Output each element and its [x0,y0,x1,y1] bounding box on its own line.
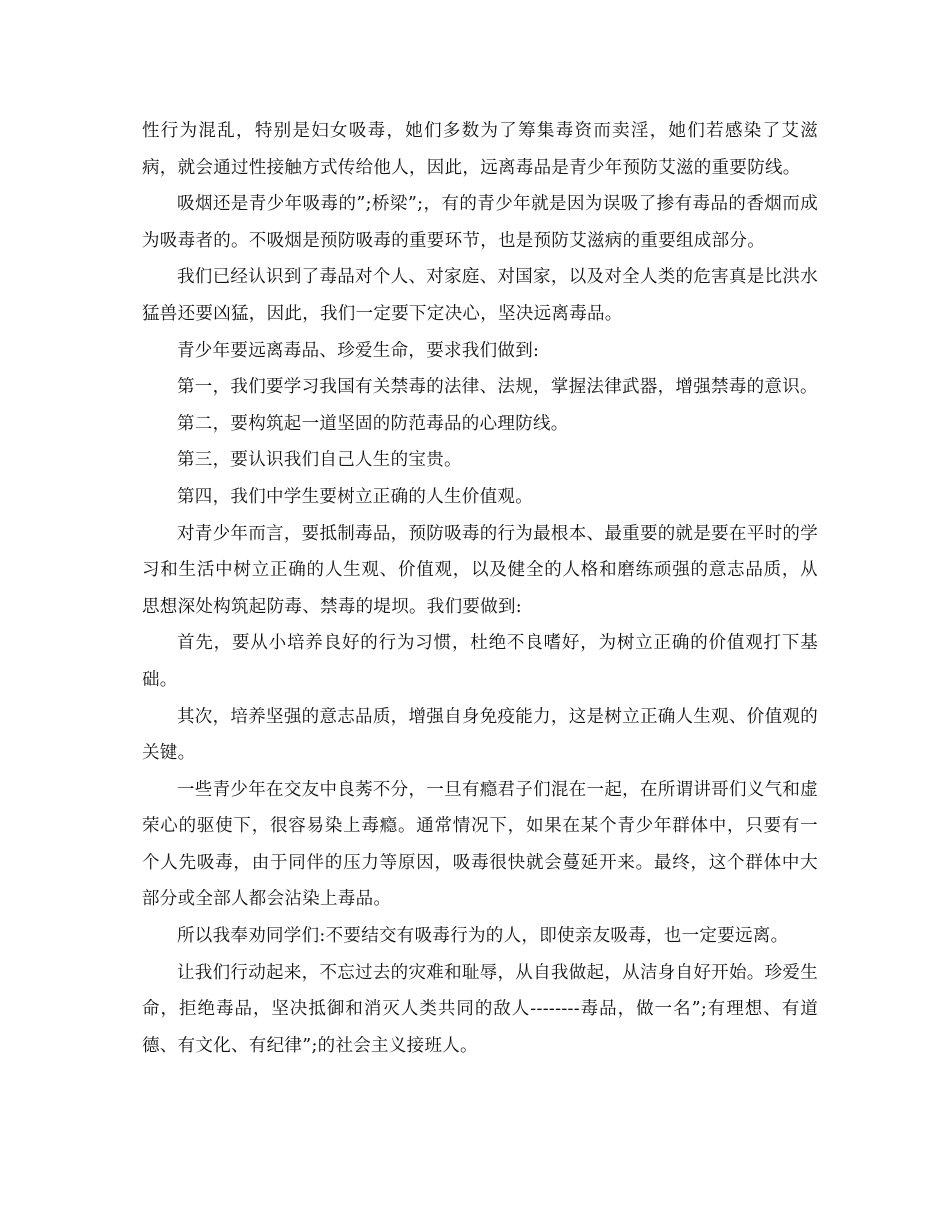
paragraph-4: 青少年要远离毒品、珍爱生命，要求我们做到: [177,340,540,361]
paragraph-8: 第四，我们中学生要树立正确的人生价值观。 [177,486,533,507]
paragraph-11: 其次，培养坚强的意志品质，增强自身免疫能力，这是树立正确人生观、价值观的关键。 [142,706,818,764]
paragraph-9: 对青少年而言，要抵制毒品，预防吸毒的行为最根本、最重要的就是要在平时的学习和生活中树立正确的人生观、价值观，以及健全的人格和磨练顽强的意志品质，从思想深处构筑起防毒、禁毒的堤坝。我们要做到: [142,523,818,617]
paragraph-6: 第二，要构筑起一道坚固的防范毒品的心理防线。 [177,413,569,434]
paragraph-13: 所以我奉劝同学们:不要结交有吸毒行为的人，即使亲友吸毒，也一定要远离。 [177,926,789,947]
paragraph-14: 让我们行动起来，不忘过去的灾难和耻辱，从自我做起，从洁身自好开始。珍爱生命，拒绝毒品，坚决抵御和消灭人类共同的敌人--------毒品，做一名”;有理想、有道德、有文化、有纪律”;的社会主义接班人。 [142,962,818,1056]
paragraph-12: 一些青少年在交友中良莠不分，一旦有瘾君子们混在一起，在所谓讲哥们义气和虚荣心的驱使下，很容易染上毒瘾。通常情况下，如果在某个青少年群体中，只要有一个人先吸毒，由于同伴的压力等原因，吸毒很快就会蔓延开来。最终，这个群体中大部分或全部人都会沾染上毒品。 [142,779,818,910]
paragraph-7: 第三，要认识我们自己人生的宝贵。 [177,450,462,471]
paragraph-2: 吸烟还是青少年吸毒的”;桥梁”;，有的青少年就是因为误吸了掺有毒品的香烟而成为吸毒者的。不吸烟是预防吸毒的重要环节，也是预防艾滋病的重要组成部分。 [142,194,818,251]
paragraph-1: 性行为混乱，特别是妇女吸毒，她们多数为了筹集毒资而卖淫，她们若感染了艾滋病，就会通过性接触方式传给他人，因此，远离毒品是青少年预防艾滋的重要防线。 [142,121,818,178]
paragraph-5: 第一，我们要学习我国有关禁毒的法律、法规，掌握法律武器，增强禁毒的意识。 [177,377,818,398]
paragraph-3: 我们已经认识到了毒品对个人、对家庭、对国家，以及对全人类的危害真是比洪水猛兽还要凶猛，因此，我们一定要下定决心，坚决远离毒品。 [142,267,818,324]
document-body [142,113,818,1064]
paragraph-10: 首先，要从小培养良好的行为习惯，杜绝不良嗜好，为树立正确的价值观打下基础。 [142,633,818,690]
